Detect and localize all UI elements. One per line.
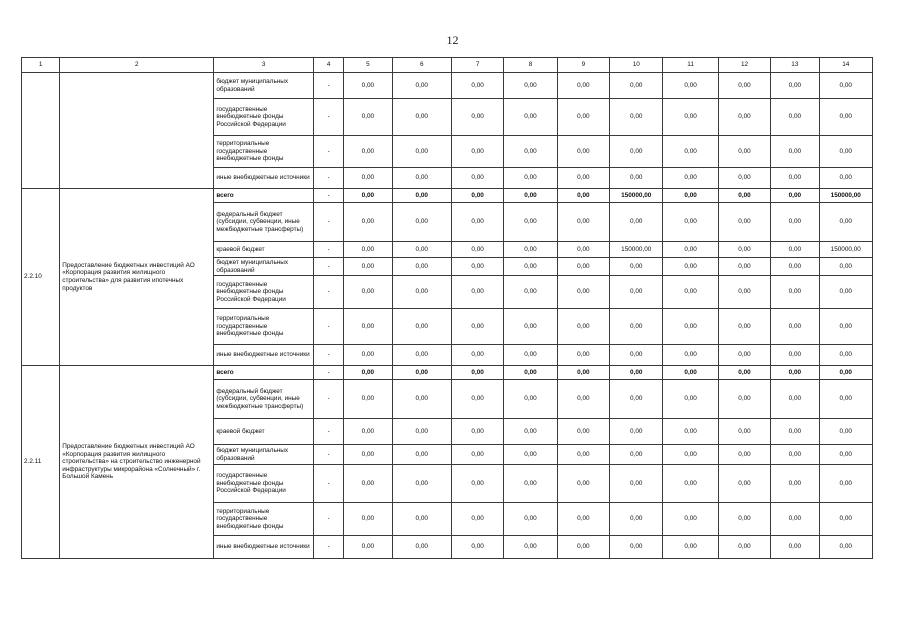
amount-cell: 0,00 [771,242,819,258]
budget-table [21,57,873,559]
amount-cell: 0,00 [718,203,770,242]
amount-cell: 0,00 [344,366,392,380]
amount-cell: 0,00 [392,168,451,189]
amount-cell: 0,00 [771,380,819,419]
amount-cell: 0,00 [771,258,819,276]
amount-cell: 0,00 [610,276,663,309]
amount-cell: 150000,00 [819,242,873,258]
funding-source: территориальные государственные внебюджетные фонды [214,309,314,345]
amount-cell: 0,00 [557,168,609,189]
column-4-dash: - [314,276,344,309]
amount-cell: 0,00 [771,345,819,366]
funding-source: федеральный бюджет (субсидии, субвенции, иные межбюджетные трансферты) [214,203,314,242]
amount-cell: 0,00 [451,189,503,203]
amount-cell: 0,00 [771,309,819,345]
amount-cell: 0,00 [610,258,663,276]
amount-cell: 0,00 [557,189,609,203]
amount-cell: 0,00 [392,345,451,366]
amount-cell: 0,00 [771,445,819,465]
amount-cell: 0,00 [504,536,557,559]
amount-cell: 0,00 [557,345,609,366]
amount-cell: 0,00 [504,276,557,309]
column-4-dash: - [314,536,344,559]
amount-cell: 0,00 [392,465,451,503]
amount-cell: 0,00 [819,168,873,189]
column-4-dash: - [314,309,344,345]
amount-cell: 0,00 [557,309,609,345]
funding-source: иные внебюджетные источники [214,168,314,189]
amount-cell: 0,00 [392,536,451,559]
amount-cell: 0,00 [610,536,663,559]
amount-cell: 0,00 [451,309,503,345]
column-4-dash: - [314,242,344,258]
amount-cell: 0,00 [819,380,873,419]
funding-source: бюджет муниципальных образований [214,445,314,465]
amount-cell: 0,00 [718,242,770,258]
amount-cell: 0,00 [344,419,392,445]
amount-cell: 0,00 [392,242,451,258]
amount-cell: 0,00 [504,309,557,345]
column-number: 14 [819,58,873,73]
item-name [60,73,214,189]
amount-cell: 0,00 [504,242,557,258]
column-number: 11 [663,58,718,73]
amount-cell: 150000,00 [819,189,873,203]
amount-cell: 0,00 [344,345,392,366]
funding-source: всего [214,189,314,203]
amount-cell: 0,00 [663,445,718,465]
amount-cell: 0,00 [718,168,770,189]
column-4-dash: - [314,136,344,168]
amount-cell: 0,00 [610,465,663,503]
amount-cell: 0,00 [819,203,873,242]
amount-cell: 0,00 [557,73,609,99]
amount-cell: 0,00 [344,276,392,309]
amount-cell: 0,00 [771,276,819,309]
amount-cell: 0,00 [557,242,609,258]
amount-cell: 0,00 [718,445,770,465]
amount-cell: 0,00 [610,168,663,189]
amount-cell: 0,00 [610,445,663,465]
amount-cell: 0,00 [718,73,770,99]
amount-cell: 0,00 [663,419,718,445]
item-code [22,73,60,189]
funding-source: государственные внебюджетные фонды Российской Федерации [214,465,314,503]
amount-cell: 0,00 [557,419,609,445]
funding-source: федеральный бюджет (субсидии, субвенции, иные межбюджетные трансферты) [214,380,314,419]
amount-cell: 0,00 [451,445,503,465]
amount-cell: 0,00 [451,73,503,99]
amount-cell: 0,00 [718,99,770,136]
amount-cell: 0,00 [392,99,451,136]
funding-source: территориальные государственные внебюджетные фонды [214,136,314,168]
column-4-dash: - [314,445,344,465]
amount-cell: 0,00 [392,203,451,242]
amount-cell: 0,00 [504,258,557,276]
column-number: 9 [557,58,609,73]
funding-source: иные внебюджетные источники [214,345,314,366]
amount-cell: 0,00 [392,366,451,380]
amount-cell: 0,00 [504,445,557,465]
amount-cell: 0,00 [344,380,392,419]
amount-cell: 0,00 [451,242,503,258]
amount-cell: 0,00 [771,168,819,189]
amount-cell: 0,00 [344,168,392,189]
amount-cell: 0,00 [392,73,451,99]
column-number: 6 [392,58,451,73]
amount-cell: 0,00 [663,536,718,559]
amount-cell: 0,00 [819,536,873,559]
amount-cell: 0,00 [718,136,770,168]
amount-cell: 0,00 [392,380,451,419]
amount-cell: 0,00 [344,73,392,99]
table-row [22,73,873,99]
amount-cell: 0,00 [504,503,557,536]
amount-cell: 0,00 [718,380,770,419]
amount-cell: 0,00 [392,258,451,276]
item-name: Предоставление бюджетных инвестиций АО «Корпорация развития жилищного строительства» на строительство инженерной инфраструктуры микрорайона «Солнечный» г. Большой Камень [60,366,214,559]
amount-cell: 0,00 [771,99,819,136]
amount-cell: 0,00 [504,465,557,503]
amount-cell: 0,00 [504,73,557,99]
amount-cell: 0,00 [610,345,663,366]
amount-cell: 0,00 [344,309,392,345]
amount-cell: 0,00 [819,419,873,445]
item-code: 2.2.10 [22,189,60,366]
amount-cell: 0,00 [663,136,718,168]
amount-cell: 0,00 [557,99,609,136]
amount-cell: 0,00 [504,189,557,203]
amount-cell: 0,00 [344,242,392,258]
funding-source: государственные внебюджетные фонды Российской Федерации [214,99,314,136]
table-row [22,189,873,203]
amount-cell: 0,00 [392,445,451,465]
amount-cell: 0,00 [771,366,819,380]
column-number: 5 [344,58,392,73]
column-number: 12 [718,58,770,73]
amount-cell: 0,00 [610,419,663,445]
amount-cell: 0,00 [771,465,819,503]
amount-cell: 0,00 [557,536,609,559]
amount-cell: 0,00 [610,380,663,419]
amount-cell: 0,00 [392,189,451,203]
amount-cell: 0,00 [392,276,451,309]
amount-cell: 0,00 [663,345,718,366]
column-number: 3 [214,58,314,73]
column-4-dash: - [314,465,344,503]
amount-cell: 0,00 [344,465,392,503]
column-4-dash: - [314,419,344,445]
column-number: 13 [771,58,819,73]
amount-cell: 0,00 [451,345,503,366]
amount-cell: 0,00 [451,203,503,242]
amount-cell: 0,00 [819,99,873,136]
amount-cell: 0,00 [663,242,718,258]
amount-cell: 0,00 [610,99,663,136]
amount-cell: 0,00 [344,445,392,465]
amount-cell: 0,00 [451,536,503,559]
amount-cell: 0,00 [610,503,663,536]
amount-cell: 0,00 [610,309,663,345]
funding-source: иные внебюджетные источники [214,536,314,559]
amount-cell: 0,00 [344,536,392,559]
amount-cell: 0,00 [504,419,557,445]
amount-cell: 0,00 [718,258,770,276]
amount-cell: 0,00 [557,445,609,465]
amount-cell: 0,00 [718,419,770,445]
column-number: 1 [22,58,60,73]
amount-cell: 0,00 [819,309,873,345]
amount-cell: 150000,00 [610,189,663,203]
amount-cell: 0,00 [504,380,557,419]
amount-cell: 0,00 [718,189,770,203]
amount-cell: 0,00 [819,366,873,380]
amount-cell: 0,00 [557,366,609,380]
column-number: 7 [451,58,503,73]
amount-cell: 0,00 [819,73,873,99]
amount-cell: 0,00 [718,465,770,503]
amount-cell: 0,00 [663,503,718,536]
amount-cell: 0,00 [344,503,392,536]
amount-cell: 0,00 [663,258,718,276]
column-number: 2 [60,58,214,73]
amount-cell: 0,00 [451,380,503,419]
amount-cell: 0,00 [771,503,819,536]
column-number: 4 [314,58,344,73]
amount-cell: 0,00 [557,380,609,419]
amount-cell: 0,00 [451,99,503,136]
column-4-dash: - [314,189,344,203]
amount-cell: 0,00 [718,276,770,309]
amount-cell: 0,00 [771,136,819,168]
amount-cell: 0,00 [663,189,718,203]
amount-cell: 0,00 [451,136,503,168]
amount-cell: 0,00 [663,168,718,189]
column-number: 8 [504,58,557,73]
amount-cell: 0,00 [819,136,873,168]
column-4-dash: - [314,380,344,419]
amount-cell: 0,00 [771,419,819,445]
amount-cell: 0,00 [344,99,392,136]
amount-cell: 0,00 [451,276,503,309]
page-number: 12 [446,33,459,47]
amount-cell: 0,00 [718,536,770,559]
amount-cell: 0,00 [504,366,557,380]
item-code: 2.2.11 [22,366,60,559]
item-name: Предоставление бюджетных инвестиций АО «Корпорация развития жилищного строительства» для развития ипотечных продуктов [60,189,214,366]
amount-cell: 0,00 [771,73,819,99]
amount-cell: 0,00 [392,419,451,445]
amount-cell: 0,00 [451,366,503,380]
funding-source: бюджет муниципальных образований [214,258,314,276]
amount-cell: 0,00 [663,203,718,242]
amount-cell: 0,00 [718,345,770,366]
amount-cell: 0,00 [718,309,770,345]
amount-cell: 0,00 [663,380,718,419]
amount-cell: 0,00 [819,445,873,465]
amount-cell: 0,00 [819,276,873,309]
column-number: 10 [610,58,663,73]
amount-cell: 0,00 [819,258,873,276]
amount-cell: 0,00 [610,366,663,380]
amount-cell: 0,00 [771,536,819,559]
amount-cell: 0,00 [504,99,557,136]
amount-cell: 0,00 [451,168,503,189]
amount-cell: 0,00 [771,189,819,203]
table-row [22,366,873,380]
column-4-dash: - [314,345,344,366]
amount-cell: 0,00 [771,203,819,242]
funding-source: краевой бюджет [214,242,314,258]
amount-cell: 0,00 [557,136,609,168]
amount-cell: 0,00 [718,503,770,536]
amount-cell: 0,00 [392,136,451,168]
column-4-dash: - [314,366,344,380]
amount-cell: 0,00 [451,465,503,503]
column-4-dash: - [314,168,344,189]
column-4-dash: - [314,258,344,276]
amount-cell: 0,00 [663,276,718,309]
amount-cell: 0,00 [557,503,609,536]
amount-cell: 150000,00 [610,242,663,258]
funding-source: бюджет муниципальных образований [214,73,314,99]
amount-cell: 0,00 [451,258,503,276]
amount-cell: 0,00 [344,136,392,168]
table-body [22,58,873,559]
column-4-dash: - [314,73,344,99]
funding-source: всего [214,366,314,380]
funding-source: государственные внебюджетные фонды Российской Федерации [214,276,314,309]
amount-cell: 0,00 [663,99,718,136]
amount-cell: 0,00 [610,73,663,99]
column-4-dash: - [314,99,344,136]
amount-cell: 0,00 [718,366,770,380]
amount-cell: 0,00 [557,203,609,242]
column-4-dash: - [314,503,344,536]
amount-cell: 0,00 [819,345,873,366]
header-row [22,58,873,73]
amount-cell: 0,00 [819,503,873,536]
amount-cell: 0,00 [610,136,663,168]
amount-cell: 0,00 [557,465,609,503]
amount-cell: 0,00 [344,203,392,242]
amount-cell: 0,00 [392,309,451,345]
amount-cell: 0,00 [663,73,718,99]
amount-cell: 0,00 [504,203,557,242]
amount-cell: 0,00 [451,419,503,445]
amount-cell: 0,00 [344,258,392,276]
amount-cell: 0,00 [663,465,718,503]
amount-cell: 0,00 [663,366,718,380]
funding-source: территориальные государственные внебюджетные фонды [214,503,314,536]
amount-cell: 0,00 [504,345,557,366]
amount-cell: 0,00 [344,189,392,203]
column-4-dash: - [314,203,344,242]
amount-cell: 0,00 [819,465,873,503]
amount-cell: 0,00 [504,168,557,189]
amount-cell: 0,00 [610,203,663,242]
amount-cell: 0,00 [557,276,609,309]
amount-cell: 0,00 [663,309,718,345]
amount-cell: 0,00 [504,136,557,168]
funding-source: краевой бюджет [214,419,314,445]
amount-cell: 0,00 [557,258,609,276]
amount-cell: 0,00 [451,503,503,536]
amount-cell: 0,00 [392,503,451,536]
